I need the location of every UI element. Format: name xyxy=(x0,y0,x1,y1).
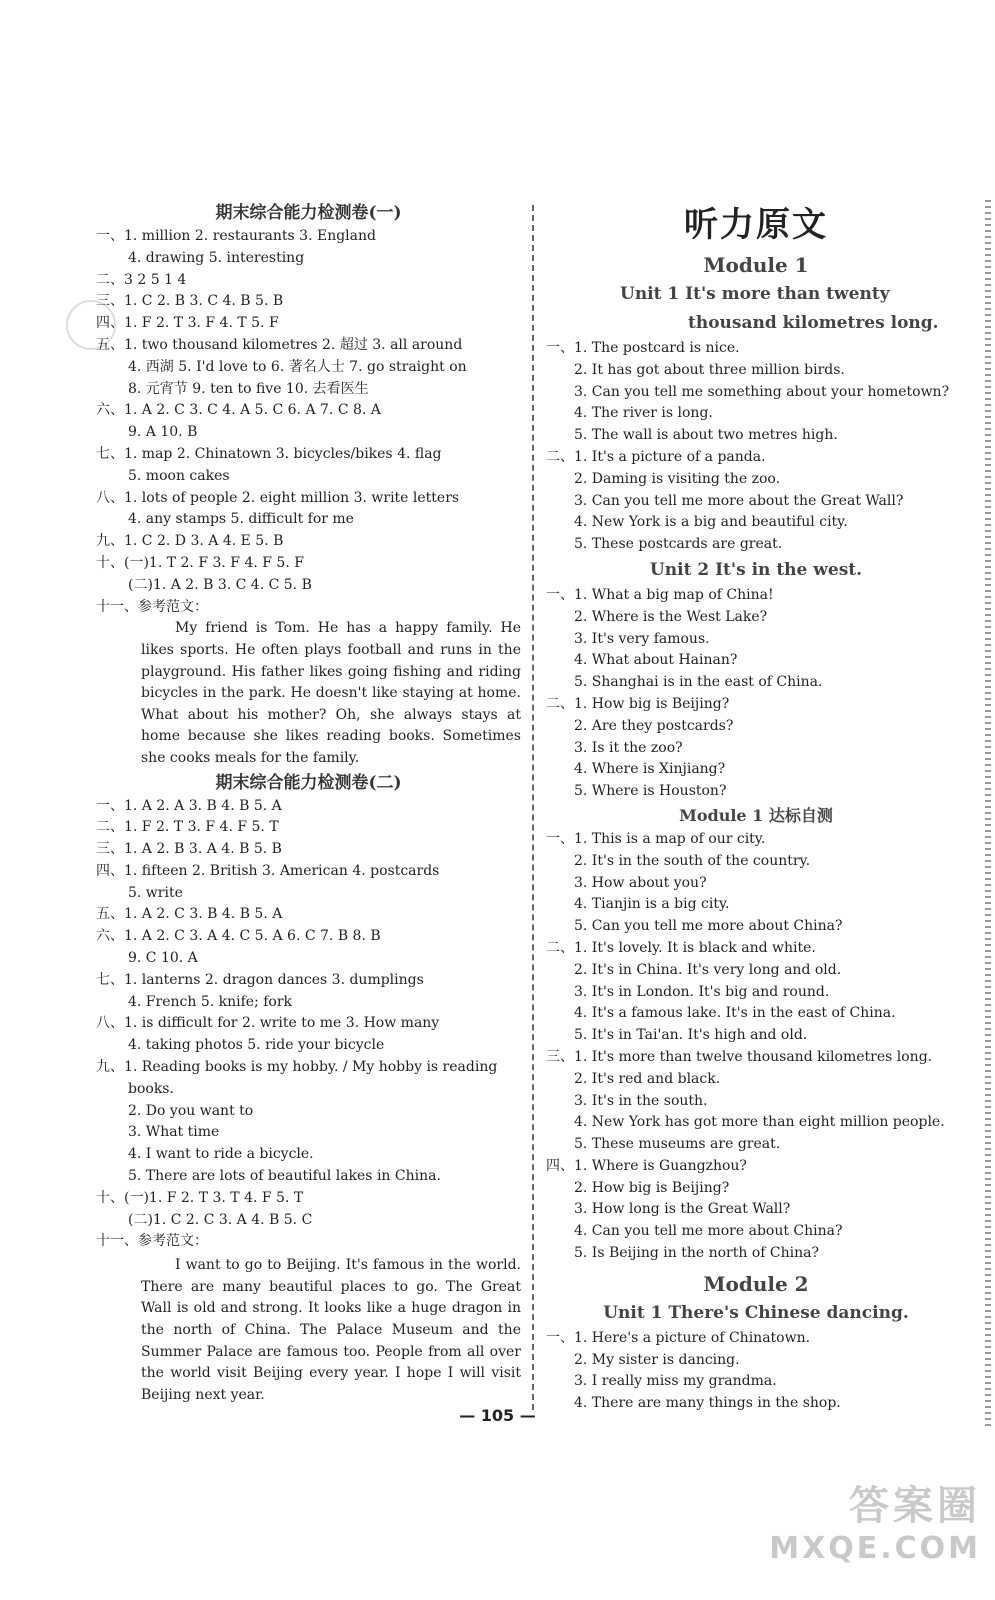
question-number: 五、 xyxy=(96,336,124,353)
question-number: 三、 xyxy=(546,1048,574,1065)
answer-line xyxy=(546,1047,966,1069)
answer-text: 3. Can you tell me something about your hometown? xyxy=(574,383,950,400)
question-number: 八、 xyxy=(96,1015,124,1032)
answer-line xyxy=(96,883,521,905)
answer-text: 1. It's a picture of a panda. xyxy=(574,448,766,465)
answer-text: 1. A 2. C 3. A 4. C 5. A 6. C 7. B 8. B xyxy=(124,928,381,945)
answer-line xyxy=(96,400,521,422)
answer-line xyxy=(546,469,966,491)
exam1-essay: My friend is Tom. He has a happy family. He likes sports. He often plays football and runs in the playground. His father likes going fishing and riding bicycles in the park. He doesn't like staying at home. What about his mother? Oh, she always stays at home because she likes reading books. Sometimes she cooks meals for the family. xyxy=(141,620,521,766)
answer-line xyxy=(546,1328,966,1350)
answer-text: 1. How big is Beijing? xyxy=(574,695,730,712)
answer-line xyxy=(96,1144,521,1166)
answer-line xyxy=(96,575,521,597)
answer-line xyxy=(546,425,966,447)
answer-text: 1. A 2. C 3. B 4. B 5. A xyxy=(124,906,283,923)
answer-line xyxy=(96,1231,521,1253)
answer-text: 3. It's in the south. xyxy=(574,1092,708,1109)
answer-line xyxy=(546,1243,966,1265)
answer-text: 2. It's in China. It's very long and old. xyxy=(574,961,842,978)
m2-unit1-title: Unit 1 There's Chinese dancing. xyxy=(603,1302,909,1323)
answer-text: 1. A 2. C 3. C 4. A 5. C 6. A 7. C 8. A xyxy=(124,402,381,419)
answer-line xyxy=(96,1035,521,1057)
answer-text: 4. Tianjin is a big city. xyxy=(574,896,730,913)
answer-line xyxy=(96,248,521,270)
question-number: 一、 xyxy=(546,830,574,847)
answer-line xyxy=(546,694,966,716)
answer-line xyxy=(546,512,966,534)
answer-text: 5. There are lots of beautiful lakes in China. xyxy=(128,1168,441,1185)
unit2-script xyxy=(546,585,966,803)
answer-text: 4. drawing 5. interesting xyxy=(128,249,305,266)
answer-line xyxy=(546,1156,966,1178)
question-number: 十一、 xyxy=(96,598,138,615)
answer-text: 1. Reading books is my hobby. / My hobby is reading xyxy=(124,1059,498,1076)
unit1-title-line2: thousand kilometres long. xyxy=(688,313,939,333)
answer-text: 4. Can you tell me more about China? xyxy=(574,1223,843,1240)
answer-text: (一)1. T 2. F 3. F 4. F 5. F xyxy=(124,554,304,571)
answer-line xyxy=(546,382,966,404)
answer-line xyxy=(546,1221,966,1243)
answer-line xyxy=(96,270,521,292)
answer-line xyxy=(96,1210,521,1232)
answer-text: 5. moon cakes xyxy=(128,467,230,484)
answer-line xyxy=(96,291,521,313)
question-number: 六、 xyxy=(96,928,124,945)
exam2-essay: I want to go to Beijing. It's famous in the world. There are many beautiful places to go. The Great Wall is old and strong. It looks like a huge dragon in the north of China. The Palace Museum and the Summer Palace are famous too. People from all over the world visit Beijing every year. I hope I will visit Beijing next year. xyxy=(141,1257,521,1403)
answer-text: 2. Are they postcards? xyxy=(574,717,734,734)
answer-text: 1. This is a map of our city. xyxy=(574,830,766,847)
answer-line xyxy=(546,607,966,629)
answer-text: 9. C 10. A xyxy=(128,950,198,967)
answer-text: (一)1. F 2. T 3. T 4. F 5. T xyxy=(124,1189,304,1206)
unit2-title: Unit 2 It's in the west. xyxy=(649,559,863,580)
answer-line xyxy=(96,817,521,839)
answer-text: 2. It's in the south of the country. xyxy=(574,852,811,869)
answer-text: (二)1. A 2. B 3. C 4. C 5. B xyxy=(128,576,312,593)
answer-line xyxy=(546,338,966,360)
answer-text: 4. New York is a big and beautiful city. xyxy=(574,514,848,531)
answer-line xyxy=(96,839,521,861)
answer-text: 1. C 2. D 3. A 4. E 5. B xyxy=(124,533,284,550)
answer-line xyxy=(96,926,521,948)
module1-test-title: Module 1 达标自测 xyxy=(679,805,833,825)
answer-line xyxy=(96,1101,521,1123)
answer-line xyxy=(96,422,521,444)
question-number: 四、 xyxy=(96,315,124,332)
question-number: 十一、 xyxy=(96,1233,138,1250)
answer-line xyxy=(546,1069,966,1091)
answer-line xyxy=(546,1199,966,1221)
answer-line xyxy=(546,916,966,938)
answer-line xyxy=(546,1350,966,1372)
answer-text: 4. taking photos 5. ride your bicycle xyxy=(128,1037,385,1054)
question-number: 十、 xyxy=(96,554,124,571)
question-number: 五、 xyxy=(96,906,124,923)
answer-line xyxy=(96,904,521,926)
answer-text: 1. F 2. T 3. F 4. T 5. F xyxy=(124,315,279,332)
answer-text: 1. A 2. B 3. A 4. B 5. B xyxy=(124,841,282,858)
watermark-url: MXQE.COM xyxy=(769,1531,981,1566)
watermark-logo-text: 答案圈 xyxy=(849,1483,981,1529)
question-number: 一、 xyxy=(96,797,124,814)
answer-text: 5. Can you tell me more about China? xyxy=(574,918,843,935)
answer-line xyxy=(546,491,966,513)
question-number: 三、 xyxy=(96,841,124,858)
answer-line xyxy=(96,335,521,357)
answer-line xyxy=(96,597,521,619)
question-number: 七、 xyxy=(96,445,124,462)
left-column xyxy=(96,200,521,1406)
answer-text: 1. lanterns 2. dragon dances 3. dumplings xyxy=(124,971,424,988)
answer-text: 2. How big is Beijing? xyxy=(574,1179,730,1196)
answer-line xyxy=(96,379,521,401)
answer-line xyxy=(96,313,521,335)
answer-line xyxy=(546,1091,966,1113)
answer-text: (二)1. C 2. C 3. A 4. B 5. C xyxy=(128,1211,313,1228)
answer-text: 4. Where is Xinjiang? xyxy=(574,761,726,778)
unit1-script xyxy=(546,338,966,556)
answer-text: 1. lots of people 2. eight million 3. write letters xyxy=(124,489,460,506)
listening-script-title: 听力原文 xyxy=(684,205,828,245)
answer-text: 1. map 2. Chinatown 3. bicycles/bikes 4. flag xyxy=(124,445,442,462)
answer-line xyxy=(546,759,966,781)
answer-text: 1. What a big map of China! xyxy=(574,586,774,603)
answer-line xyxy=(546,1112,966,1134)
question-number: 十、 xyxy=(96,1189,124,1206)
exam1-title: 期末综合能力检测卷(一) xyxy=(215,203,402,223)
answer-text: books. xyxy=(128,1080,174,1097)
answer-text: 1. Here's a picture of Chinatown. xyxy=(574,1329,811,1346)
answer-line xyxy=(546,716,966,738)
answer-text: 4. New York has got more than eight million people. xyxy=(574,1114,945,1131)
answer-text: 4. I want to ride a bicycle. xyxy=(128,1146,314,1163)
answer-line xyxy=(96,531,521,553)
answer-text: 2. Do you want to xyxy=(128,1102,254,1119)
answer-line xyxy=(546,829,966,851)
answer-text: 3. It's very famous. xyxy=(574,630,710,647)
m2-unit1-script xyxy=(546,1328,966,1415)
answer-line xyxy=(546,360,966,382)
answer-line xyxy=(96,444,521,466)
right-column xyxy=(546,200,966,1415)
answer-text: 3. What time xyxy=(128,1124,220,1141)
answer-text: 5. These postcards are great. xyxy=(574,536,783,553)
question-number: 一、 xyxy=(546,1329,574,1346)
question-number: 二、 xyxy=(546,448,574,465)
answer-line xyxy=(546,1025,966,1047)
answer-text: 3. How about you? xyxy=(574,874,707,891)
answer-line xyxy=(96,466,521,488)
question-number: 六、 xyxy=(96,402,124,419)
answer-text: 1. The postcard is nice. xyxy=(574,340,740,356)
question-number: 一、 xyxy=(546,586,574,603)
answer-line xyxy=(96,357,521,379)
answer-line xyxy=(546,534,966,556)
answer-line xyxy=(546,938,966,960)
answer-line xyxy=(546,585,966,607)
answer-text: 4. French 5. knife; fork xyxy=(128,993,293,1010)
answer-text: 5. write xyxy=(128,884,183,901)
answer-text: 1. F 2. T 3. F 4. F 5. T xyxy=(124,819,279,836)
answer-text: 2. It's red and black. xyxy=(574,1070,721,1087)
answer-text: 2. Where is the West Lake? xyxy=(574,608,768,625)
question-number: 七、 xyxy=(96,971,124,988)
answer-line xyxy=(96,1166,521,1188)
answer-text: 3. I really miss my grandma. xyxy=(574,1373,777,1390)
answer-line xyxy=(546,1178,966,1200)
answer-line xyxy=(96,1079,521,1101)
answer-text: 5. The wall is about two metres high. xyxy=(574,427,838,444)
answer-line xyxy=(96,226,521,248)
watermark xyxy=(769,1474,981,1566)
question-number: 一、 xyxy=(96,228,124,244)
answer-text: 1. million 2. restaurants 3. England xyxy=(124,228,376,244)
question-number: 八、 xyxy=(96,489,124,506)
answer-line xyxy=(96,796,521,818)
answer-text: 4. There are many things in the shop. xyxy=(574,1395,841,1412)
answer-text: 4. The river is long. xyxy=(574,405,713,422)
answer-line xyxy=(546,960,966,982)
answer-text: 4. any stamps 5. difficult for me xyxy=(128,511,354,528)
answer-line xyxy=(546,447,966,469)
answer-line xyxy=(96,1013,521,1035)
page-number: — 105 — xyxy=(459,1406,536,1425)
answer-text: 5. Is Beijing in the north of China? xyxy=(574,1245,819,1262)
module2-title: Module 2 xyxy=(703,1271,809,1296)
answer-text: 参考范文： xyxy=(138,598,208,615)
exam2-title: 期末综合能力检测卷(二) xyxy=(215,772,402,793)
answer-text: 1. It's lovely. It is black and white. xyxy=(574,939,816,956)
answer-text: 1. It's more than twelve thousand kilometres long. xyxy=(574,1048,933,1065)
answer-line xyxy=(546,1134,966,1156)
unit1-title-line1: Unit 1 It's more than twenty xyxy=(620,284,890,304)
answer-text: 2. Daming is visiting the zoo. xyxy=(574,470,781,487)
exam2-answers xyxy=(96,796,521,1254)
answer-text: 4. 西湖 5. I'd love to 6. 著名人士 7. go straight on xyxy=(128,358,467,375)
answer-text: 5. Where is Houston? xyxy=(574,783,727,800)
question-number: 九、 xyxy=(96,533,124,550)
question-number: 二、 xyxy=(546,939,574,956)
answer-line xyxy=(546,982,966,1004)
answer-text: 2. It has got about three million birds. xyxy=(574,361,845,378)
answer-line xyxy=(546,1003,966,1025)
answer-text: 4. What about Hainan? xyxy=(574,652,738,669)
answer-line xyxy=(546,672,966,694)
question-number: 四、 xyxy=(546,1157,574,1174)
answer-text: 1. Where is Guangzhou? xyxy=(574,1157,747,1174)
question-number: 一、 xyxy=(546,340,574,356)
answer-line xyxy=(96,553,521,575)
answer-text: 2. My sister is dancing. xyxy=(574,1351,740,1368)
answer-text: 1. C 2. B 3. C 4. B 5. B xyxy=(124,293,284,310)
question-number: 二、 xyxy=(96,819,124,836)
answer-line xyxy=(546,894,966,916)
answer-text: 9. A 10. B xyxy=(128,424,198,441)
answer-text: 3 2 5 1 4 xyxy=(124,271,187,288)
answer-line xyxy=(546,738,966,760)
answer-text: 1. fifteen 2. British 3. American 4. postcards xyxy=(124,862,440,879)
column-divider xyxy=(532,205,534,1410)
answer-line xyxy=(96,1188,521,1210)
question-number: 二、 xyxy=(546,695,574,712)
answer-line xyxy=(96,488,521,510)
question-number: 四、 xyxy=(96,862,124,879)
question-number: 九、 xyxy=(96,1059,124,1076)
answer-line xyxy=(96,861,521,883)
answer-line xyxy=(546,403,966,425)
answer-line xyxy=(546,650,966,672)
exam1-answers xyxy=(96,226,521,618)
answer-text: 3. How long is the Great Wall? xyxy=(574,1201,791,1218)
question-number: 二、 xyxy=(96,271,124,288)
answer-text: 5. Shanghai is in the east of China. xyxy=(574,674,823,691)
answer-line xyxy=(546,629,966,651)
answer-line xyxy=(96,1122,521,1144)
answer-line xyxy=(546,781,966,803)
answer-text: 3. Can you tell me more about the Great Wall? xyxy=(574,492,904,509)
answer-text: 3. Is it the zoo? xyxy=(574,739,683,756)
answer-line xyxy=(96,970,521,992)
answer-line xyxy=(96,1057,521,1079)
answer-text: 8. 元宵节 9. ten to five 10. 去看医生 xyxy=(128,380,369,397)
answer-text: 3. It's in London. It's big and round. xyxy=(574,983,830,1000)
answer-text: 1. two thousand kilometres 2. 超过 3. all around xyxy=(124,336,463,353)
answer-line xyxy=(96,948,521,970)
module1-test-script xyxy=(546,829,966,1265)
answer-line xyxy=(546,851,966,873)
answer-line xyxy=(96,509,521,531)
answer-text: 1. A 2. A 3. B 4. B 5. A xyxy=(124,797,282,814)
answer-text: 4. It's a famous lake. It's in the east of China. xyxy=(574,1005,896,1022)
answer-line xyxy=(96,992,521,1014)
module1-title: Module 1 xyxy=(703,253,809,277)
answer-text: 5. It's in Tai'an. It's high and old. xyxy=(574,1027,808,1044)
answer-text: 5. These museums are great. xyxy=(574,1136,781,1153)
answer-text: 参考范文： xyxy=(138,1233,208,1250)
question-number: 三、 xyxy=(96,293,124,310)
answer-text: 1. is difficult for 2. write to me 3. How many xyxy=(124,1015,440,1032)
page-edge-perforation xyxy=(985,200,991,1430)
answer-line xyxy=(546,1371,966,1393)
answer-line xyxy=(546,873,966,895)
